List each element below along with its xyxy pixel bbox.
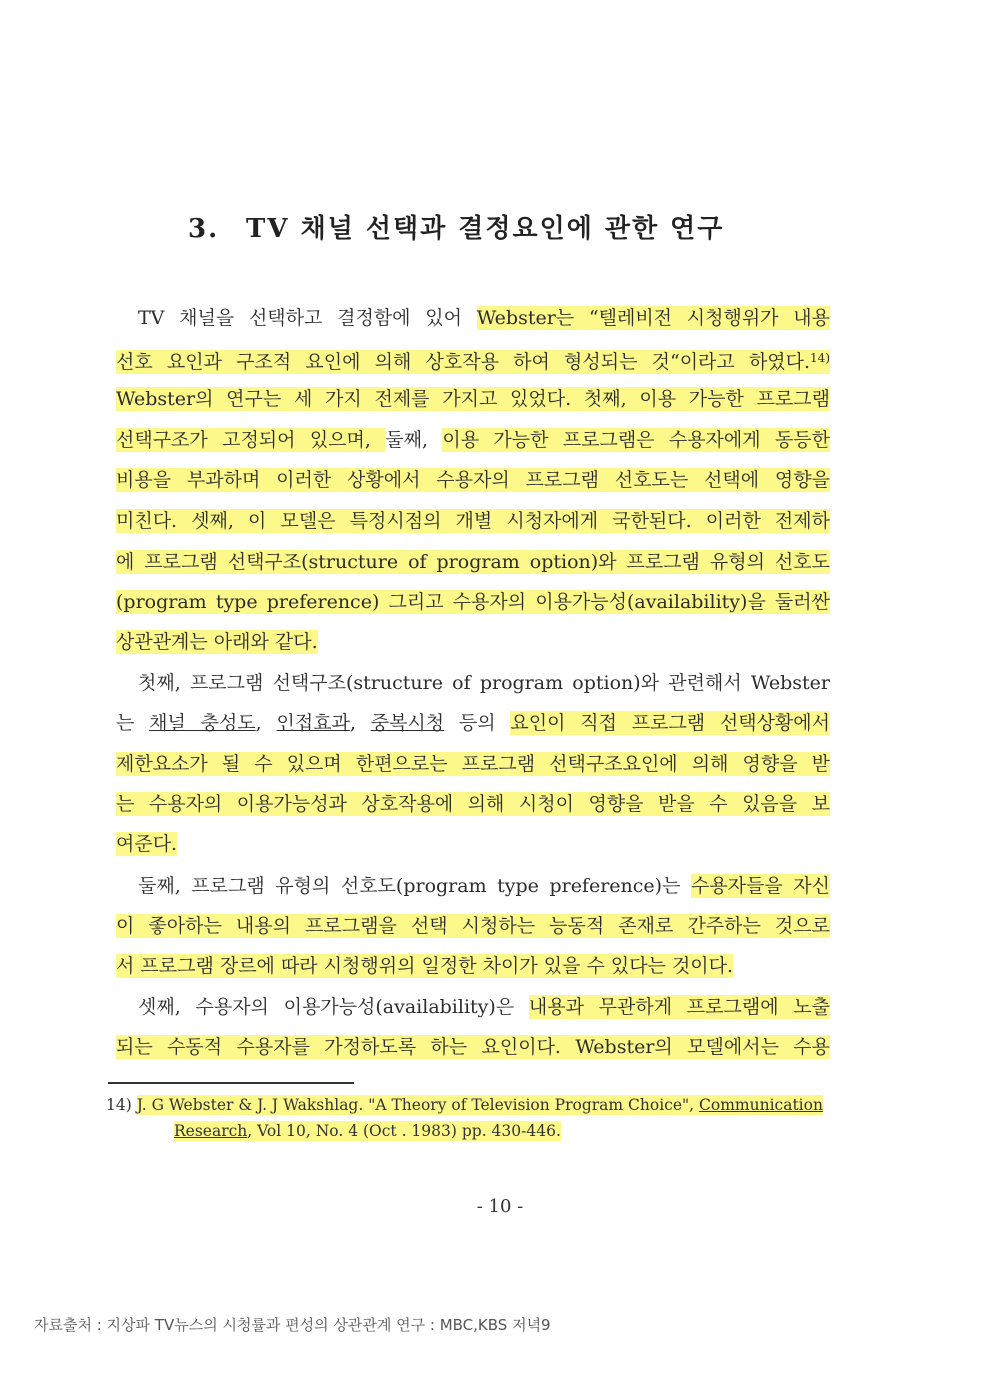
footnote-continuation	[174, 1120, 561, 1142]
text-line	[116, 628, 830, 656]
journal-name: Communication	[699, 1096, 823, 1114]
footnote-divider	[108, 1082, 354, 1084]
footnote	[106, 1094, 823, 1116]
highlighted-text: 선호 요인과 구조적 요인에 의해 상호작용 하여 형성되는 것“이라고 하였다.$^{14)}$	[116, 351, 830, 373]
text-line	[116, 588, 830, 616]
text-line	[116, 790, 830, 818]
journal-name: Research	[174, 1122, 248, 1140]
highlighted-text: 수용자들을 자신	[690, 875, 830, 897]
highlighted-text: 내용과 무관하게 프로그램에 노출	[528, 996, 830, 1018]
text-line	[116, 912, 830, 940]
text-line: TV 채널을 선택하고 결정함에 있어 Webster는 “텔레비전 시청행위가 내용	[138, 307, 830, 329]
text-line	[116, 385, 830, 413]
text-line	[116, 1033, 830, 1061]
highlighted-text: Webster의 연구는 세 가지 전제를 가지고 있었다. 첫째, 이용 가능한 프로그램	[116, 388, 830, 410]
footnote-marker: 14)	[106, 1096, 132, 1114]
text-line	[116, 466, 830, 494]
underlined-term: 채널 충성도	[149, 712, 256, 734]
highlighted-text: 이용 가능한 프로그램은 수용자에게 동등한	[442, 429, 830, 451]
text-line	[116, 344, 830, 376]
footnote-ref: 14)	[810, 351, 830, 365]
text-line: 셋째, 수용자의 이용가능성(availability)은 내용과 무관하게 프로그램에 노출	[138, 996, 830, 1018]
highlighted-text: 에 프로그램 선택구조(structure of program option)와 프로그램 유형의 선호도	[116, 551, 830, 573]
highlighted-text: 되는 수동적 수용자를 가정하도록 하는 요인이다. Webster의 모델에서는 수용	[116, 1036, 830, 1058]
highlighted-text: 비용을 부과하며 이러한 상황에서 수용자의 프로그램 선호도는 선택에 영향을	[116, 469, 830, 491]
highlighted-text: 이 좋아하는 내용의 프로그램을 선택 시청하는 능동적 존재로 간주하는 것으로	[116, 915, 830, 937]
highlighted-text: 서 프로그램 장르에 따라 시청행위의 일정한 차이가 있을 수 있다는 것이다.	[116, 955, 734, 977]
text-line: 선택구조가 고정되어 있으며, 둘째, 이용 가능한 프로그램은 수용자에게 동등한	[116, 429, 830, 451]
highlighted-text: 여준다.	[116, 833, 178, 855]
highlighted-text: (program type preference) 그리고 수용자의 이용가능성(availability)을 둘러싼	[116, 591, 830, 613]
text-line: 둘째, 프로그램 유형의 선호도(program type preference)는 수용자들을 자신	[138, 875, 830, 897]
text-line	[116, 952, 830, 980]
highlighted-text: 요인이 직접 프로그램 선택상황에서	[510, 712, 830, 734]
section-heading	[188, 208, 828, 245]
text-line	[116, 507, 830, 535]
underlined-term: 중복시청	[370, 712, 445, 734]
text-line	[116, 830, 830, 858]
source-caption: 자료출처 : 지상파 TV뉴스의 시청률과 편성의 상관관계 연구 : MBC,KBS 저녁9	[34, 1316, 551, 1334]
highlighted-text: 선택구조가 고정되어 있으며,	[116, 429, 386, 451]
highlighted-text: 상관관계는 아래와 같다.	[116, 631, 318, 653]
highlighted-text: Research, Vol 10, No. 4 (Oct . 1983) pp. 430-446.	[174, 1122, 561, 1140]
text-line: 는 채널 충성도, 인접효과, 중복시청 등의 요인이 직접 프로그램 선택상황에서	[116, 712, 830, 734]
page-number: - 10 -	[476, 1196, 524, 1217]
underlined-term: 인접효과	[276, 712, 350, 734]
highlighted-text: 미친다. 셋째, 이 모델은 특정시점의 개별 시청자에게 국한된다. 이러한 전제하	[116, 510, 830, 532]
section-number: 3.	[188, 214, 220, 244]
highlighted-text: J. G Webster & J. J Wakshlag. "A Theory of Television Program Choice", Communication	[136, 1096, 823, 1114]
highlighted-text: Webster는 “텔레비전 시청행위가 내용	[476, 307, 830, 329]
highlighted-text: 제한요소가 될 수 있으며 한편으로는 프로그램 선택구조요인에 의해 영향을 받	[116, 753, 830, 775]
text-line	[116, 548, 830, 576]
section-title: TV 채널 선택과 결정요인에 관한 연구	[246, 214, 725, 244]
text-line	[116, 750, 830, 778]
text-line: 첫째, 프로그램 선택구조(structure of program option)와 관련해서 Webster	[138, 672, 830, 694]
highlighted-text: 는 수용자의 이용가능성과 상호작용에 의해 시청이 영향을 받을 수 있음을 보	[116, 793, 830, 815]
